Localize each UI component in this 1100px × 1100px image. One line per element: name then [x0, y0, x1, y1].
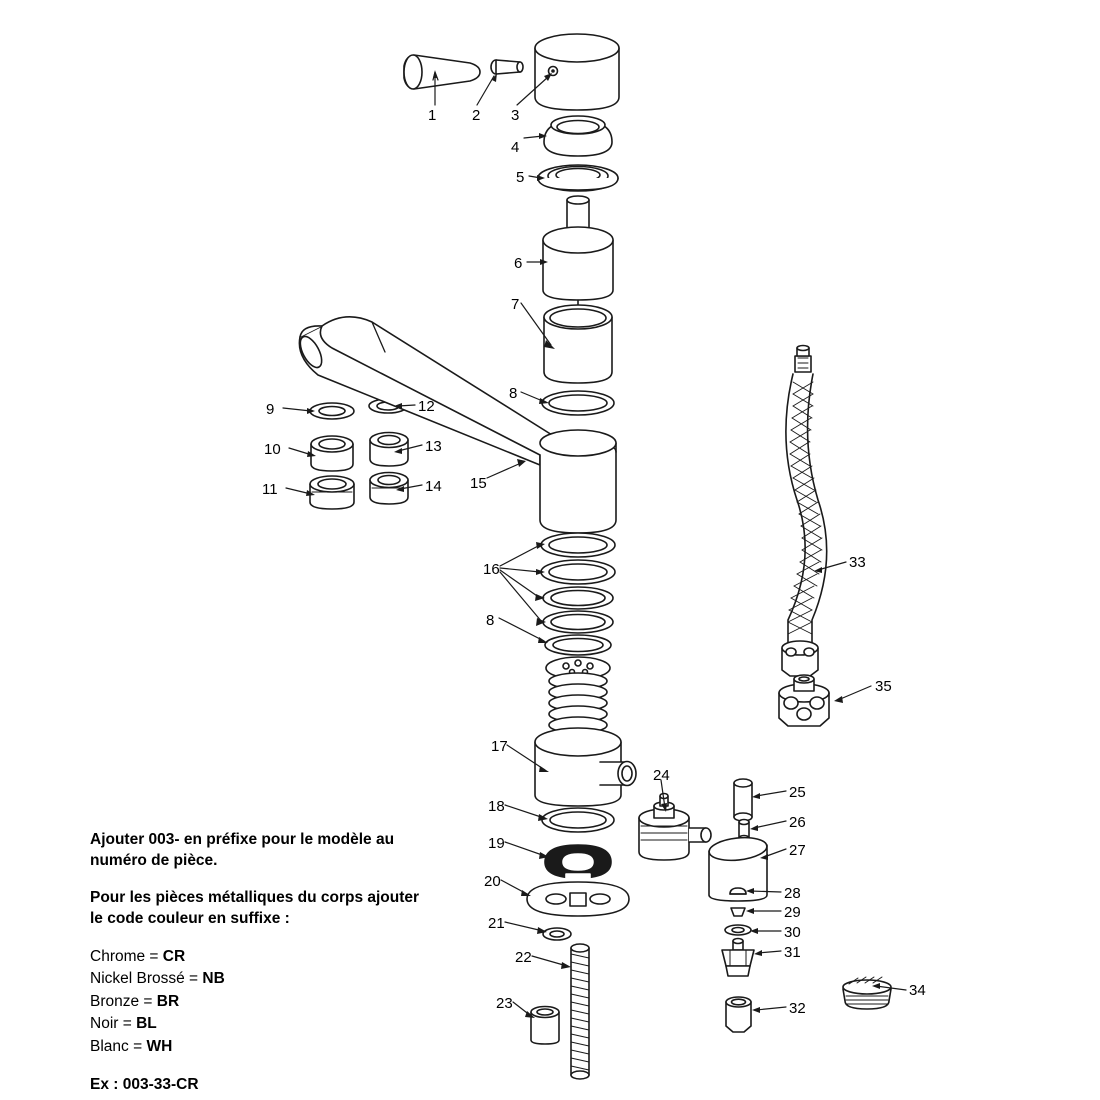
color-code: BR	[156, 992, 180, 1010]
callout-number: 32	[789, 1000, 806, 1017]
callout-number: 22	[515, 949, 532, 966]
part-18-washer	[542, 808, 614, 832]
color-code-item	[90, 991, 430, 1013]
callout-number: 28	[784, 885, 801, 902]
part-9-washer	[310, 403, 354, 419]
part-31-fitting	[722, 939, 754, 977]
part-22-threaded-rod	[571, 944, 589, 1079]
color-name: Bronze =	[90, 992, 157, 1010]
part-13-bushing	[370, 433, 408, 467]
callout-number: 14	[425, 478, 442, 495]
part-11-nut	[310, 476, 354, 509]
callout-number: 27	[789, 842, 806, 859]
callout-number: 26	[789, 814, 806, 831]
callout-number: 2	[472, 107, 481, 124]
part-25-rod	[734, 779, 752, 821]
callout-number: 29	[784, 904, 801, 921]
color-name: Nickel Brossé =	[90, 970, 203, 988]
color-name: Blanc =	[90, 1037, 147, 1055]
part-2-set-screw	[491, 60, 523, 74]
callout-number: 20	[484, 873, 501, 890]
example-part-number: Ex : 003-33-CR	[90, 1076, 199, 1094]
part-21-washer	[543, 928, 571, 940]
callout-number: 17	[491, 738, 508, 755]
part-32-hex-nut	[726, 997, 751, 1032]
part-24-valve-cartridge	[639, 794, 711, 861]
callout-number: 10	[264, 441, 281, 458]
callout-number: 5	[516, 169, 525, 186]
part-30-washer	[725, 925, 751, 935]
color-code-item	[90, 1036, 430, 1058]
part-19-gasket	[545, 845, 611, 884]
callout-number: 15	[470, 475, 487, 492]
part-35-hex-adapter	[779, 675, 829, 726]
part-7-sleeve	[544, 305, 612, 383]
callout-number: 11	[262, 481, 278, 498]
callout-number: 6	[514, 255, 523, 272]
callout-number: 16	[483, 561, 500, 578]
part-10-bushing	[311, 436, 353, 471]
part-23-sleeve-nut	[531, 1007, 559, 1045]
color-note: Pour les pièces métalliques du corps ajouter le code couleur en suffixe :	[90, 888, 420, 927]
color-name: Noir =	[90, 1015, 137, 1033]
part-4-conical-skirt	[544, 116, 612, 156]
callout-number: 3	[511, 107, 520, 124]
callout-number: 9	[266, 401, 275, 418]
color-code-item	[90, 968, 430, 990]
color-code: CR	[162, 947, 186, 965]
callout-number: 21	[488, 915, 505, 932]
part-8a-o-ring	[542, 391, 614, 415]
callout-number: 19	[488, 835, 505, 852]
part-1-handle-lever	[404, 55, 480, 89]
color-code: NB	[202, 970, 225, 988]
callout-number: 25	[789, 784, 806, 801]
callout-number: 23	[496, 995, 513, 1012]
callout-number: 12	[418, 398, 435, 415]
color-code: BL	[136, 1015, 157, 1033]
callout-number: 35	[875, 678, 892, 695]
color-code: WH	[146, 1037, 173, 1055]
color-code-item	[90, 1013, 430, 1035]
callout-number: 33	[849, 554, 866, 571]
part-8b-o-ring	[545, 635, 611, 655]
color-code-list	[90, 946, 430, 1058]
callout-number: 34	[909, 982, 926, 999]
part-3-handle-cap	[535, 34, 619, 110]
notes-block	[90, 830, 430, 1094]
callout-number: 24	[653, 767, 670, 784]
callout-number: 18	[488, 798, 505, 815]
part-33-braided-hose	[782, 346, 827, 677]
part-28-small-cap	[730, 888, 746, 894]
callout-number: 7	[511, 296, 520, 313]
callout-number: 8	[509, 385, 518, 402]
color-name: Chrome =	[90, 947, 163, 965]
part-5-trim-ring	[538, 165, 618, 191]
prefix-note: Ajouter 003- en préfixe pour le modèle au numéro de pièce.	[90, 831, 395, 869]
callout-number: 1	[428, 107, 437, 124]
part-29-small-nut	[731, 908, 745, 916]
part-17-body	[535, 657, 636, 806]
callout-number: 8	[486, 612, 495, 629]
callout-number: 31	[784, 944, 801, 961]
callout-number: 4	[511, 139, 520, 156]
color-code-item	[90, 946, 430, 968]
part-6-cartridge	[543, 196, 613, 315]
part-34-aerator	[843, 977, 891, 1009]
part-16-ring-stack	[541, 533, 615, 633]
part-20-mounting-plate	[527, 882, 629, 916]
callout-number: 13	[425, 438, 442, 455]
callout-number: 30	[784, 924, 801, 941]
